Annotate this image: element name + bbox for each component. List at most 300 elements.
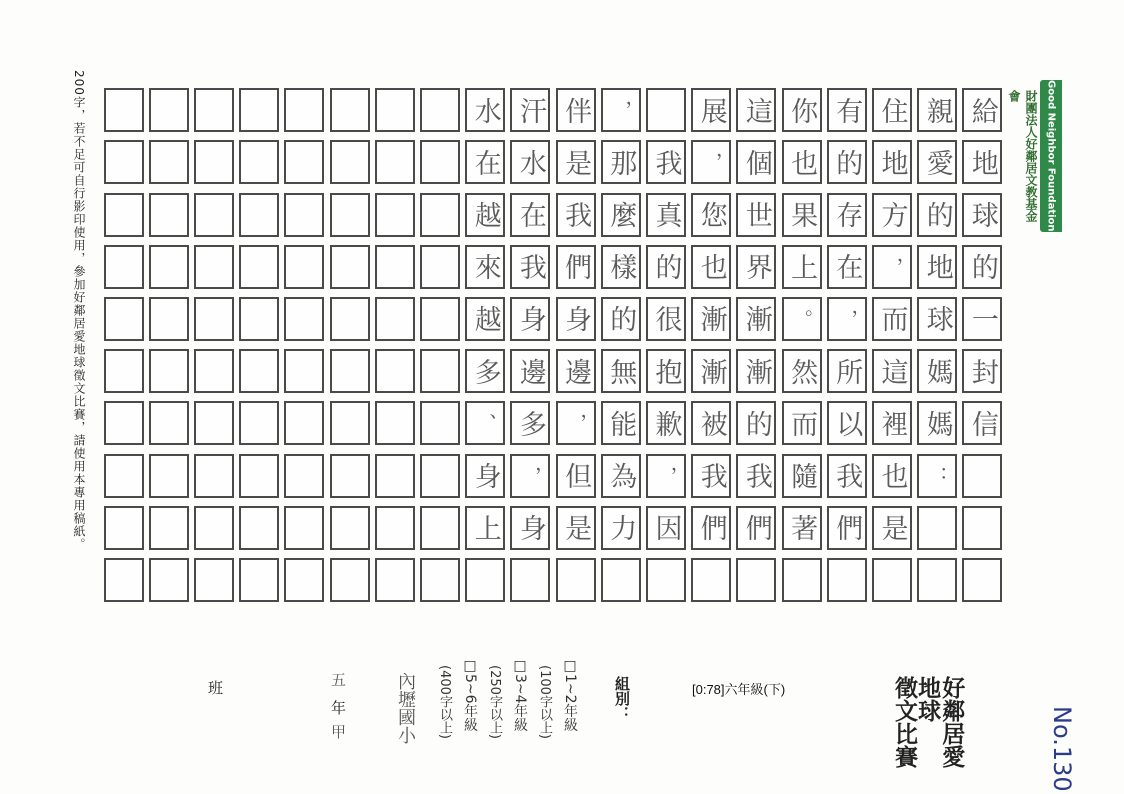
handwritten-character: 世 [740, 201, 772, 228]
handwritten-character: 麼 [605, 201, 637, 228]
handwritten-character: 邊 [514, 357, 546, 385]
grid-cell [194, 245, 234, 289]
handwritten-character: 的 [831, 148, 863, 176]
grid-cell [872, 454, 912, 498]
grid-cell [872, 193, 912, 237]
grid-cell [104, 349, 144, 393]
manuscript-grid [101, 84, 1005, 606]
grid-cell [917, 506, 957, 550]
grid-cell [917, 558, 957, 602]
handwritten-character: 越 [469, 305, 501, 333]
grid-cell [239, 558, 279, 602]
grid-cell [149, 506, 189, 550]
grid-cell [872, 558, 912, 602]
grid-cell [691, 401, 731, 445]
grid-cell [465, 297, 505, 341]
grid-cell [962, 140, 1002, 184]
grid-cell [239, 506, 279, 550]
grid-cell [827, 454, 867, 498]
grade-option-5-6[interactable]: □5~6年級 [462, 658, 478, 732]
grid-cell [556, 506, 596, 550]
grid-cell [239, 193, 279, 237]
grid-cell [375, 140, 415, 184]
handwritten-character: 存 [831, 201, 863, 228]
grid-column [330, 84, 370, 606]
grid-cell [736, 349, 776, 393]
grid-cell [149, 349, 189, 393]
grid-cell [465, 140, 505, 184]
grid-column [239, 84, 279, 606]
handwritten-character: 水 [514, 148, 546, 176]
handwritten-character: ， [654, 465, 678, 486]
grid-cell [420, 88, 460, 132]
grid-cell [556, 140, 596, 184]
grid-cell [465, 401, 505, 445]
grid-cell [872, 245, 912, 289]
handwritten-character: 果 [786, 201, 818, 228]
grid-cell [330, 193, 370, 237]
handwritten-character: 球 [921, 305, 953, 333]
grid-cell [646, 297, 686, 341]
grid-cell [782, 140, 822, 184]
grid-cell [646, 245, 686, 289]
grid-columns [101, 84, 1005, 606]
grid-cell [827, 506, 867, 550]
handwritten-character: 身 [514, 514, 546, 542]
grid-cell [917, 401, 957, 445]
grid-cell [556, 245, 596, 289]
handwritten-character: 漸 [695, 357, 727, 385]
handwritten-character: 我 [650, 148, 682, 176]
grid-cell [375, 558, 415, 602]
grid-cell [149, 140, 189, 184]
handwritten-character: 能 [605, 409, 637, 437]
handwritten-character: 封 [966, 357, 998, 385]
handwritten-character: 汗 [514, 96, 546, 124]
grid-cell [284, 349, 324, 393]
handwritten-character: 而 [786, 409, 818, 437]
grid-cell [510, 297, 550, 341]
grid-cell [691, 558, 731, 602]
handwritten-character: 有 [831, 96, 863, 124]
grid-cell [601, 297, 641, 341]
handwritten-character: 展 [695, 96, 727, 124]
foundation-logo [1007, 80, 1062, 232]
handwritten-character: 在 [514, 201, 546, 228]
grid-cell [375, 193, 415, 237]
handwritten-character: 多 [469, 357, 501, 385]
grid-cell [330, 349, 370, 393]
grid-cell [601, 558, 641, 602]
handwritten-character: 們 [740, 514, 772, 542]
grid-cell [284, 245, 324, 289]
grid-cell [194, 454, 234, 498]
grid-cell [782, 454, 822, 498]
grade-option-3-4[interactable]: □3~4年級 [512, 658, 528, 732]
grid-cell [330, 297, 370, 341]
grid-cell [104, 454, 144, 498]
handwritten-character: 但 [560, 462, 592, 489]
grid-cell [149, 88, 189, 132]
handwritten-character: 媽 [921, 409, 953, 437]
grid-cell [239, 349, 279, 393]
handwritten-character: 你 [786, 96, 818, 124]
handwritten-character: 以 [831, 409, 863, 437]
grid-cell [962, 297, 1002, 341]
handwritten-character: 上 [786, 253, 818, 281]
grid-cell [239, 454, 279, 498]
handwritten-character: ， [834, 308, 859, 329]
grid-cell [872, 297, 912, 341]
grid-cell [601, 506, 641, 550]
grid-cell [284, 506, 324, 550]
handwritten-character: 方 [876, 201, 908, 228]
grid-cell [330, 454, 370, 498]
grid-cell [194, 558, 234, 602]
handwritten-character: 這 [740, 96, 772, 124]
handwritten-character: 身 [560, 305, 592, 333]
grid-cell [872, 506, 912, 550]
handwritten-character: 是 [876, 514, 908, 542]
handwritten-character: 隨 [786, 462, 818, 489]
handwritten-character: 在 [469, 148, 501, 176]
handwritten-character: 我 [560, 201, 592, 228]
grid-column [872, 84, 912, 606]
handwritten-character: ， [699, 152, 724, 173]
grid-cell [736, 193, 776, 237]
grid-cell [330, 558, 370, 602]
grid-cell [691, 245, 731, 289]
grid-cell [736, 88, 776, 132]
grid-cell [104, 506, 144, 550]
handwritten-character: 真 [650, 201, 682, 228]
handwritten-character: 是 [560, 514, 592, 542]
grid-cell [962, 558, 1002, 602]
grid-column [917, 84, 957, 606]
grid-cell [510, 454, 550, 498]
handwritten-character: ， [563, 413, 588, 434]
grid-cell [284, 297, 324, 341]
grid-cell [194, 88, 234, 132]
handwritten-character: ： [925, 465, 950, 486]
grid-cell [646, 401, 686, 445]
grid-cell [239, 88, 279, 132]
handwritten-character: 界 [740, 253, 772, 281]
handwritten-character: 您 [695, 201, 727, 228]
grid-cell [284, 401, 324, 445]
grid-cell [375, 506, 415, 550]
grid-cell [782, 401, 822, 445]
handwritten-character: 力 [605, 514, 637, 542]
handwritten-character: 給 [966, 96, 998, 124]
grid-cell [917, 297, 957, 341]
grid-cell [691, 140, 731, 184]
handwritten-character: 球 [966, 201, 998, 228]
grid-cell [782, 349, 822, 393]
grid-cell [556, 454, 596, 498]
grid-cell [330, 88, 370, 132]
grid-cell [917, 193, 957, 237]
foundation-name-en: Good Neighbor Foundation [1040, 80, 1062, 232]
grid-cell [962, 245, 1002, 289]
grid-column [691, 84, 731, 606]
handwritten-character: 媽 [921, 357, 953, 385]
handwritten-character: 們 [695, 514, 727, 542]
grid-cell [149, 558, 189, 602]
grid-cell [872, 401, 912, 445]
grid-cell [375, 401, 415, 445]
grid-cell [962, 349, 1002, 393]
grid-cell [691, 349, 731, 393]
handwritten-character: 歉 [650, 409, 682, 437]
grid-column [827, 84, 867, 606]
handwritten-character: 們 [560, 253, 592, 281]
grid-cell [239, 140, 279, 184]
grid-cell [465, 245, 505, 289]
grid-cell [646, 88, 686, 132]
grid-column [375, 84, 415, 606]
grid-cell [556, 401, 596, 445]
grid-cell [691, 506, 731, 550]
class-suffix: 班 [206, 680, 224, 695]
handwritten-character: 的 [650, 253, 682, 281]
grid-cell [646, 558, 686, 602]
handwritten-character: 被 [695, 409, 727, 437]
handwritten-character: 也 [786, 148, 818, 176]
group-label: 組別： [613, 676, 631, 721]
grid-column [510, 84, 550, 606]
grid-cell [420, 297, 460, 341]
grid-cell [104, 193, 144, 237]
grid-cell [194, 297, 234, 341]
grid-cell [149, 297, 189, 341]
grid-column [149, 84, 189, 606]
grid-cell [465, 193, 505, 237]
grid-cell [510, 140, 550, 184]
handwritten-character: 著 [786, 514, 818, 542]
grid-cell [601, 245, 641, 289]
grid-cell [510, 245, 550, 289]
handwritten-character: 我 [514, 253, 546, 281]
grid-cell [194, 140, 234, 184]
grid-cell [284, 88, 324, 132]
grid-cell [646, 506, 686, 550]
grid-cell [284, 140, 324, 184]
grid-cell [962, 193, 1002, 237]
grid-cell [330, 245, 370, 289]
grid-cell [691, 454, 731, 498]
grid-cell [782, 506, 822, 550]
grid-cell [149, 454, 189, 498]
grade-option-3-4-sub: (250字以上) [487, 665, 502, 739]
grid-cell [284, 558, 324, 602]
grid-cell [375, 349, 415, 393]
grid-cell [510, 88, 550, 132]
usage-note: 200字，若不足可自行影印使用，參加好鄰居愛地球徵文比賽，請使用本專用稿紙。 [72, 70, 86, 551]
grid-cell [149, 245, 189, 289]
grid-cell [827, 140, 867, 184]
grid-cell [420, 454, 460, 498]
handwritten-character: 抱 [650, 357, 682, 385]
grid-cell [736, 401, 776, 445]
grid-cell [872, 88, 912, 132]
grid-column [104, 84, 144, 606]
grid-cell [917, 349, 957, 393]
handwritten-character: 我 [695, 462, 727, 489]
handwritten-character: ， [518, 465, 543, 486]
grid-cell [962, 506, 1002, 550]
grid-cell [827, 401, 867, 445]
handwritten-character: 水 [469, 96, 501, 124]
contest-title: 好鄰居愛地球 [914, 676, 965, 768]
handwritten-character: ， [608, 100, 633, 121]
grid-cell [420, 245, 460, 289]
grid-cell [104, 401, 144, 445]
grid-cell [827, 349, 867, 393]
grid-cell [962, 454, 1002, 498]
handwritten-character: 的 [740, 409, 772, 437]
grid-cell [465, 454, 505, 498]
grid-cell [827, 193, 867, 237]
grid-cell [420, 349, 460, 393]
handwritten-character: 也 [876, 462, 908, 489]
grid-cell [420, 193, 460, 237]
handwritten-character: 是 [560, 148, 592, 176]
grid-cell [465, 506, 505, 550]
grid-cell [556, 88, 596, 132]
grid-cell [601, 140, 641, 184]
handwritten-character: 身 [469, 462, 501, 489]
handwritten-character: 們 [831, 514, 863, 542]
grid-column [782, 84, 822, 606]
grid-cell [962, 401, 1002, 445]
handwritten-character: 地 [966, 148, 998, 176]
grid-cell [782, 558, 822, 602]
grid-cell [736, 558, 776, 602]
grid-cell [917, 454, 957, 498]
handwritten-character: 地 [921, 253, 953, 281]
grid-cell [646, 349, 686, 393]
grid-column [465, 84, 505, 606]
grid-cell [194, 349, 234, 393]
grid-cell [194, 193, 234, 237]
handwritten-character: 多 [514, 409, 546, 437]
handwritten-character: 無 [605, 357, 637, 385]
grid-column [420, 84, 460, 606]
grid-cell [872, 140, 912, 184]
handwritten-character: 樣 [605, 253, 637, 281]
grid-cell [330, 140, 370, 184]
grid-column [194, 84, 234, 606]
grid-cell [149, 401, 189, 445]
grid-cell [149, 193, 189, 237]
grid-cell [375, 245, 415, 289]
grid-cell [872, 349, 912, 393]
grid-cell [465, 558, 505, 602]
grid-cell [556, 193, 596, 237]
handwritten-character: 、 [473, 413, 498, 434]
handwritten-character: 的 [921, 201, 953, 228]
grid-cell [962, 88, 1002, 132]
handwritten-character: 地 [876, 148, 908, 176]
grid-cell [284, 454, 324, 498]
foundation-name-zh: 財團法人好鄰居文教基金會 [1007, 90, 1038, 222]
grid-column [736, 84, 776, 606]
handwritten-character: 在 [831, 253, 863, 281]
grid-cell [556, 297, 596, 341]
overlay-label: [0:78]六年級(下) [692, 682, 786, 697]
grid-cell [601, 454, 641, 498]
grid-cell [239, 401, 279, 445]
grade-option-1-2[interactable]: □1~2年級 [562, 658, 578, 732]
grade-suffix: 年 [329, 700, 347, 715]
grid-cell [375, 88, 415, 132]
grid-cell [420, 140, 460, 184]
handwritten-character: 也 [695, 253, 727, 281]
grid-cell [601, 401, 641, 445]
grid-cell [239, 297, 279, 341]
grid-column [284, 84, 324, 606]
grade-number: 五 [329, 672, 347, 687]
handwritten-character: 漸 [695, 305, 727, 333]
handwritten-character: 身 [514, 305, 546, 333]
document-number: No.130 [1048, 706, 1076, 792]
grid-cell [827, 245, 867, 289]
contest-subtitle: 徵文比賽 [891, 676, 917, 768]
handwritten-character: 個 [740, 148, 772, 176]
school-name: 內壢國小 [395, 672, 416, 744]
grid-column [601, 84, 641, 606]
grid-cell [782, 245, 822, 289]
handwritten-character: 信 [966, 409, 998, 437]
grid-cell [646, 193, 686, 237]
grid-cell [510, 506, 550, 550]
grid-cell [601, 349, 641, 393]
handwritten-character: 越 [469, 201, 501, 228]
handwritten-character: 漸 [740, 305, 772, 333]
grid-cell [420, 401, 460, 445]
grid-cell [646, 140, 686, 184]
grid-cell [827, 297, 867, 341]
handwritten-character: 我 [740, 462, 772, 489]
grid-cell [556, 349, 596, 393]
handwritten-character: 一 [966, 305, 998, 333]
handwritten-character: 漸 [740, 357, 772, 385]
grid-cell [284, 193, 324, 237]
grid-cell [736, 506, 776, 550]
grid-cell [239, 245, 279, 289]
grid-cell [194, 506, 234, 550]
handwritten-character: 的 [966, 253, 998, 281]
grade-option-1-2-sub: (100字以上) [537, 665, 552, 739]
grid-cell [104, 297, 144, 341]
grid-cell [827, 558, 867, 602]
grid-cell [104, 245, 144, 289]
grid-column [962, 84, 1002, 606]
handwritten-character: 所 [831, 357, 863, 385]
grid-cell [736, 297, 776, 341]
grade-option-5-6-sub: (400字以上) [437, 665, 452, 739]
handwritten-character: 我 [831, 462, 863, 489]
handwritten-character: ， [880, 256, 904, 277]
handwritten-character: 上 [469, 514, 501, 542]
grid-cell [420, 506, 460, 550]
grid-cell [104, 558, 144, 602]
handwritten-character: 而 [876, 305, 908, 333]
grid-cell [646, 454, 686, 498]
grid-cell [194, 401, 234, 445]
grid-cell [420, 558, 460, 602]
